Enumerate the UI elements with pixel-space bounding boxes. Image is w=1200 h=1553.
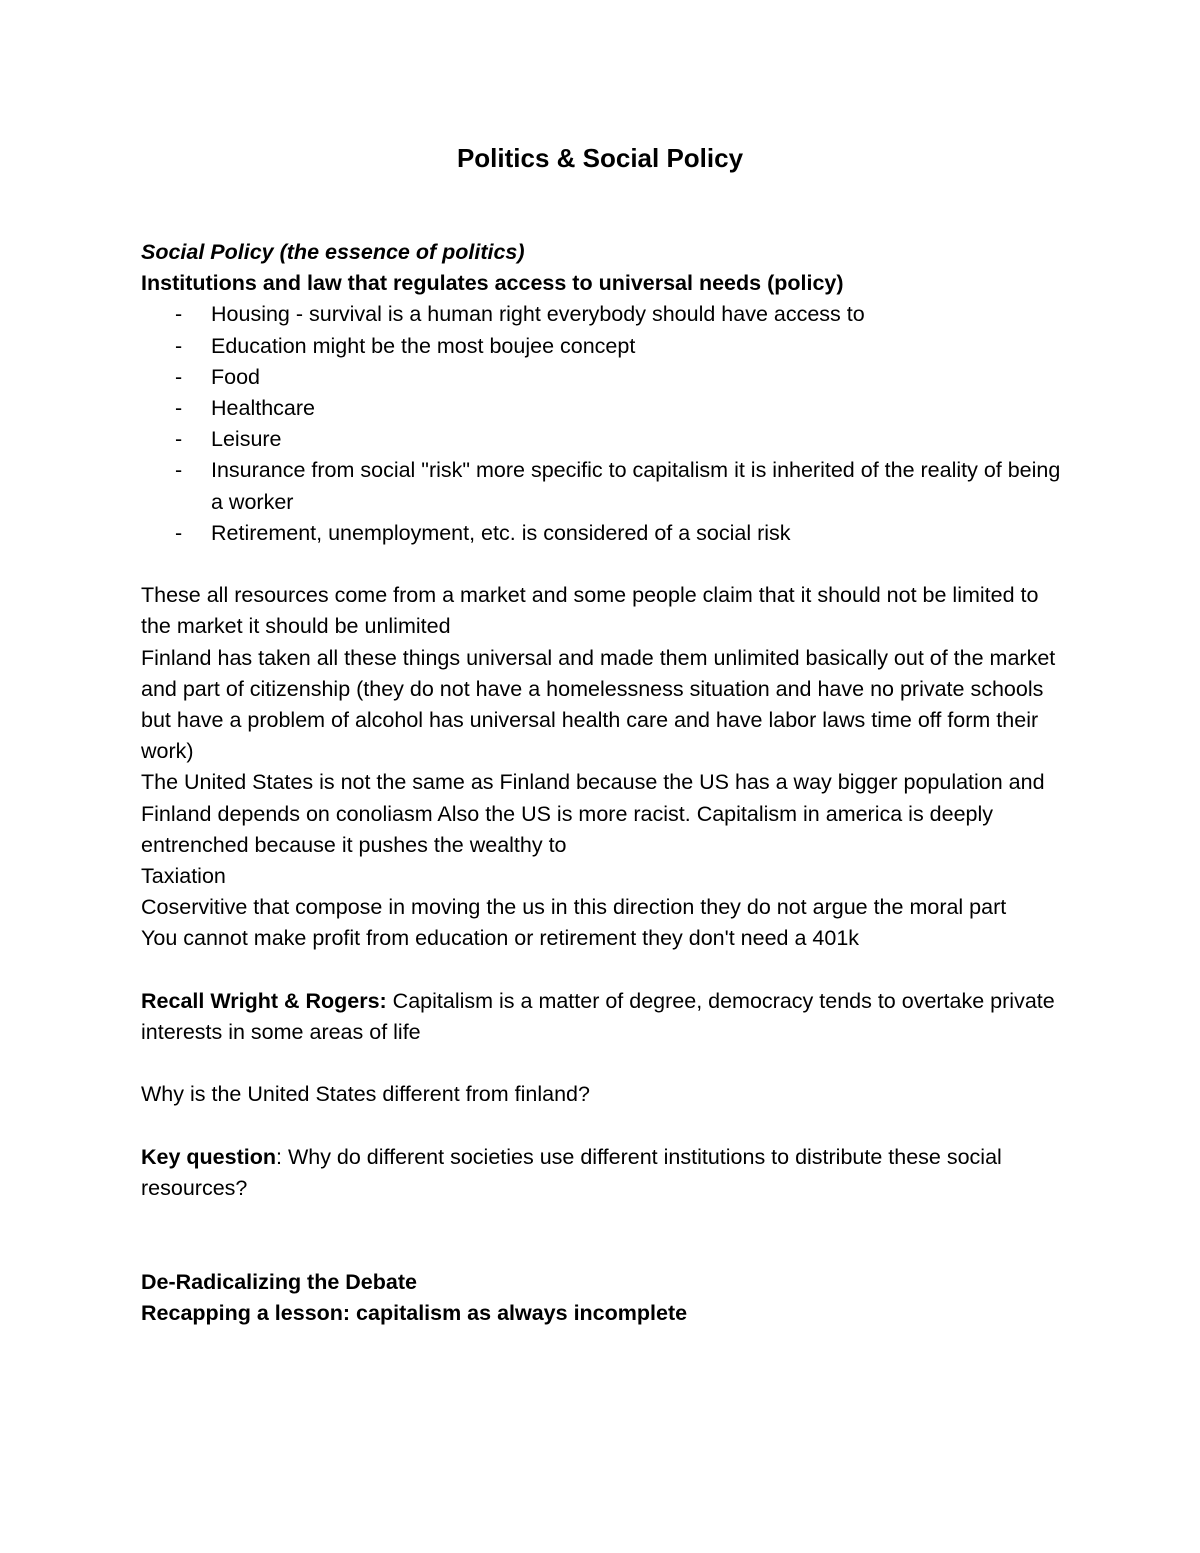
paragraph: The United States is not the same as Finland because the US has a way bigger population and Finland depends on conoliasm Also the US is more racist. Capitalism in america is deeply entrenched because it pushes the wealthy to: [141, 770, 1045, 857]
list-item: [141, 331, 1061, 362]
list-item-text: Leisure: [211, 427, 282, 452]
bullet-dash: -: [175, 333, 183, 358]
key-question-label: Key question: [141, 1144, 276, 1169]
list-item: [141, 299, 1061, 330]
needs-list: [141, 299, 1061, 549]
bullet-dash: -: [175, 427, 183, 452]
list-item: [141, 393, 1061, 424]
list-item-text: Education might be the most boujee concept: [211, 333, 636, 358]
paragraph: You cannot make profit from education or retirement they don't need a 401k: [141, 926, 860, 951]
paragraph: Taxiation: [141, 864, 226, 889]
list-item-text: Insurance from social "risk" more specific to capitalism it is inherited of the reality of being a worker: [211, 458, 1061, 514]
section2-heading: De-Radicalizing the Debate: [141, 1269, 417, 1294]
recall-text: Capitalism is a matter of degree, democracy tends to overtake private interests in some areas of life: [141, 988, 1055, 1045]
spacer: [141, 549, 1061, 580]
document-body: [141, 237, 1061, 1329]
question-paragraph: Why is the United States different from finland?: [141, 1082, 590, 1107]
list-item: [141, 362, 1061, 393]
bullet-dash: -: [175, 458, 183, 483]
bullet-dash: -: [175, 396, 183, 421]
bullet-dash: -: [175, 364, 183, 389]
key-question-text: : Why do different societies use different institutions to distribute these social resources?: [141, 1144, 1002, 1201]
recall-paragraph: [141, 986, 1061, 1048]
list-item: [141, 455, 1061, 517]
page-title: Politics & Social Policy: [456, 143, 744, 173]
spacer: [141, 1111, 1061, 1142]
section2-subheading: Recapping a lesson: capitalism as always incomplete: [141, 1300, 688, 1325]
paragraph: These all resources come from a market and some people claim that it should not be limited to the market it should be unlimited: [141, 583, 1039, 639]
spacer: [141, 1204, 1061, 1266]
list-item-text: Healthcare: [211, 396, 315, 421]
list-item-text: Retirement, unemployment, etc. is considered of a social risk: [211, 520, 791, 545]
spacer: [141, 955, 1061, 986]
spacer: [141, 1048, 1061, 1079]
section-heading-italic: Social Policy (the essence of politics): [141, 240, 525, 264]
section-heading-bold: Institutions and law that regulates access to universal needs (policy): [141, 271, 844, 296]
paragraph: Finland has taken all these things universal and made them unlimited basically out of the market and part of citizenship (they do not have a homelessness situation and have no private schools but have a problem of alcohol has universal health care and have labor laws time off form their work): [141, 645, 1056, 764]
list-item-text: Housing - survival is a human right everybody should have access to: [211, 302, 865, 327]
key-question-paragraph: [141, 1142, 1061, 1204]
bullet-dash: -: [175, 302, 183, 327]
list-item: [141, 424, 1061, 455]
bullet-dash: -: [175, 520, 183, 545]
list-item-text: Food: [211, 364, 261, 389]
recall-label: Recall Wright & Rogers:: [141, 988, 387, 1013]
paragraph: Coservitive that compose in moving the us in this direction they do not argue the moral part: [141, 895, 1007, 920]
list-item: [141, 518, 1061, 549]
